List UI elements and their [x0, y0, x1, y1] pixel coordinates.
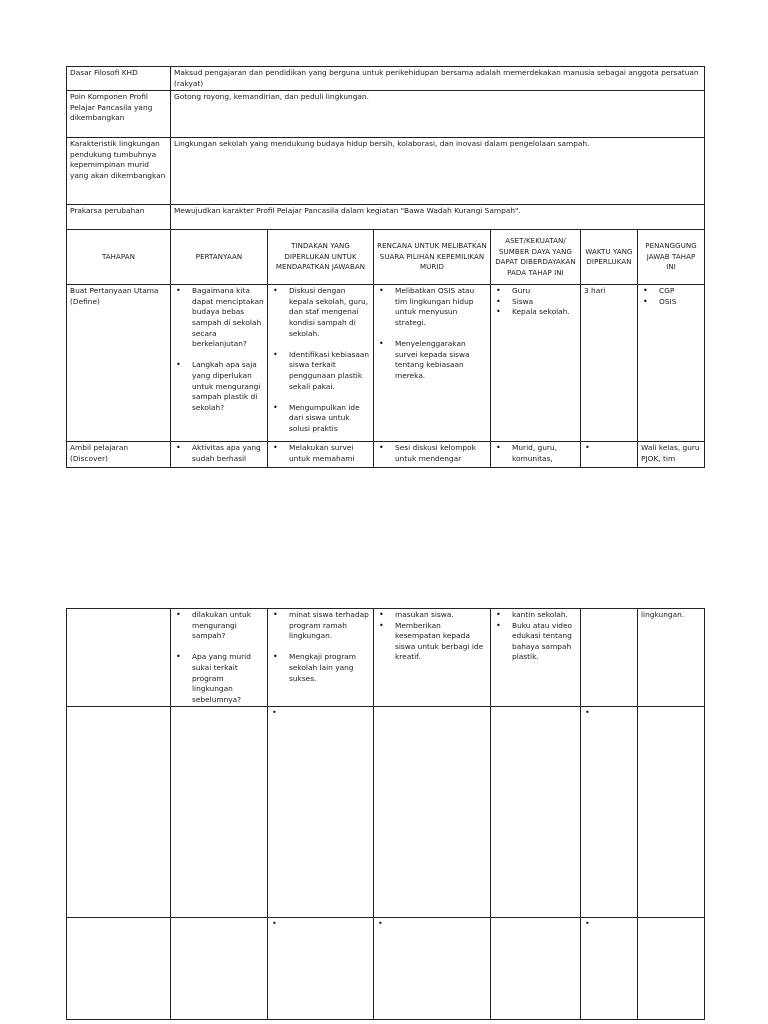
list-item-continued: • dilakukan untuk mengurangi sampah? [192, 610, 264, 642]
tindakan-cell [268, 707, 374, 918]
bullet-icon [584, 919, 634, 930]
list-item-continued: • kantin sekolah. [512, 610, 577, 621]
info-row-profil [67, 91, 705, 138]
info-value: Lingkungan sekolah yang mendukung budaya hidup bersih, kolaborasi, dan inovasi dalam pengelolaan sampah. [171, 138, 705, 205]
list-item: • Diskusi dengan kepala sekolah, guru, dan staf mengenai kondisi sampah di sekolah. [289, 286, 370, 339]
tindakan-cell [268, 609, 374, 707]
list-item: • Sesi diskusi kelompok untuk mendengar [395, 443, 487, 464]
pertanyaan-cell [171, 442, 268, 468]
info-label: Prakarsa perubahan [67, 205, 171, 230]
info-row-karakteristik [67, 138, 705, 205]
rencana-cell [374, 707, 491, 918]
aset-cell [491, 442, 581, 468]
aset-cell [491, 609, 581, 707]
waktu-cell [581, 918, 638, 1020]
table-row-discover [67, 442, 705, 468]
bullet-icon [584, 443, 634, 454]
waktu-cell [581, 442, 638, 468]
list-item-continued: • masukan siswa. [395, 610, 487, 621]
table-row-empty-2 [67, 918, 705, 1020]
penanggung-jawab-cell [638, 707, 705, 918]
header-tindakan: TINDAKAN YANG DIPERLUKAN UNTUK MENDAPATKAN JAWABAN [268, 230, 374, 285]
tahapan-cell [67, 707, 171, 918]
rencana-cell [374, 442, 491, 468]
list-item: • CGP [659, 286, 701, 297]
document-page-1 [0, 0, 768, 474]
list-item: • Langkah apa saja yang diperlukan untuk mengurangi sampah plastik di sekolah? [192, 360, 264, 413]
list-item: • Apa yang murid sukai terkait program lingkungan sebelumnya? [192, 652, 264, 705]
tindakan-cell [268, 442, 374, 468]
info-value: Gotong royong, kemandirian, dan peduli lingkungan. [171, 91, 705, 138]
bullet-icon [584, 708, 634, 719]
table-row-empty-1 [67, 707, 705, 918]
bullet-icon [271, 708, 370, 719]
list-item: • Aktivitas apa yang sudah berhasil [192, 443, 264, 464]
waktu-cell [581, 707, 638, 918]
penanggung-jawab-cell: Wali kelas, guru PJOK, tim [638, 442, 705, 468]
pertanyaan-cell [171, 918, 268, 1020]
list-item: • OSIS [659, 297, 701, 308]
tahapan-cell [67, 918, 171, 1020]
waktu-cell [581, 609, 638, 707]
header-tahapan: TAHAPAN [67, 230, 171, 285]
table-row-define [67, 285, 705, 442]
penanggung-jawab-cell: lingkungan. [638, 609, 705, 707]
list-item: • Memberikan kesempatan kepada siswa untuk berbagi ide kreatif. [395, 621, 487, 663]
header-pertanyaan: PERTANYAAN [171, 230, 268, 285]
penanggung-jawab-cell [638, 285, 705, 442]
bullet-icon [271, 919, 370, 930]
tahapan-cell [67, 609, 171, 707]
info-row-filosofi [67, 67, 705, 91]
pertanyaan-cell [171, 285, 268, 442]
info-label: Dasar Filosofi KHD [67, 67, 171, 91]
list-item: • Siswa [512, 297, 577, 308]
tindakan-cell [268, 285, 374, 442]
prakarsa-table-continued [66, 608, 705, 1020]
list-item-continued: • minat siswa terhadap program ramah lingkungan. [289, 610, 370, 642]
info-value: Mewujudkan karakter Profil Pelajar Pancasila dalam kegiatan "Bawa Wadah Kurangi Sampah". [171, 205, 705, 230]
prakarsa-table [66, 66, 705, 468]
header-waktu: WAKTU YANG DIPERLUKAN [581, 230, 638, 285]
info-label: Poin Komponen Profil Pelajar Pancasila yang dikembangkan [67, 91, 171, 138]
list-item: • Menyelenggarakan survei kepada siswa tentang kebiasaan mereka. [395, 339, 487, 381]
column-header-row [67, 230, 705, 285]
info-row-prakarsa [67, 205, 705, 230]
rencana-cell [374, 609, 491, 707]
rencana-cell [374, 918, 491, 1020]
list-item: • Buku atau video edukasi tentang bahaya sampah plastik. [512, 621, 577, 663]
tahapan-cell: Ambil pelajaran (Discover) [67, 442, 171, 468]
document-page-2 [0, 474, 768, 1024]
list-item: • Guru [512, 286, 577, 297]
header-aset: ASET/KEKUATAN/ SUMBER DAYA YANG DAPAT DIBERDAYAKAN PADA TAHAP INI [491, 230, 581, 285]
pertanyaan-cell [171, 609, 268, 707]
waktu-cell: 3 hari [581, 285, 638, 442]
penanggung-jawab-cell [638, 918, 705, 1020]
list-item: • Mengkaji program sekolah lain yang sukses. [289, 652, 370, 684]
list-item: • Identifikasi kebiasaan siswa terkait penggunaan plastik sekali pakai. [289, 350, 370, 392]
list-item: • Melibatkan OSIS atau tim lingkungan hidup untuk menyusun strategi. [395, 286, 487, 328]
aset-cell [491, 918, 581, 1020]
aset-cell [491, 285, 581, 442]
tindakan-cell [268, 918, 374, 1020]
list-item: • Kepala sekolah. [512, 307, 577, 318]
bullet-icon [377, 919, 487, 930]
tahapan-cell: Buat Pertanyaan Utama (Define) [67, 285, 171, 442]
aset-cell [491, 707, 581, 918]
rencana-cell [374, 285, 491, 442]
info-value: Maksud pengajaran dan pendidikan yang berguna untuk perikehidupan bersama adalah memerdekakan manusia sebagai anggota persatuan (rakyat) [171, 67, 705, 91]
list-item: • Bagaimana kita dapat menciptakan budaya bebas sampah di sekolah secara berkelanjutan? [192, 286, 264, 350]
list-item: • Mengumpulkan ide dari siswa untuk solusi praktis [289, 403, 370, 435]
list-item: • Melakukan survei untuk memahami [289, 443, 370, 464]
pertanyaan-cell [171, 707, 268, 918]
info-label: Karakteristik lingkungan pendukung tumbuhnya kepemimpinan murid yang akan dikembangkan [67, 138, 171, 205]
table-row-discover-continued [67, 609, 705, 707]
list-item: • Murid, guru, komunitas, [512, 443, 577, 464]
header-penanggung-jawab: PENANGGUNG JAWAB TAHAP INI [638, 230, 705, 285]
header-rencana: RENCANA UNTUK MELIBATKAN SUARA PILIHAN KEPEMILIKAN MURID [374, 230, 491, 285]
